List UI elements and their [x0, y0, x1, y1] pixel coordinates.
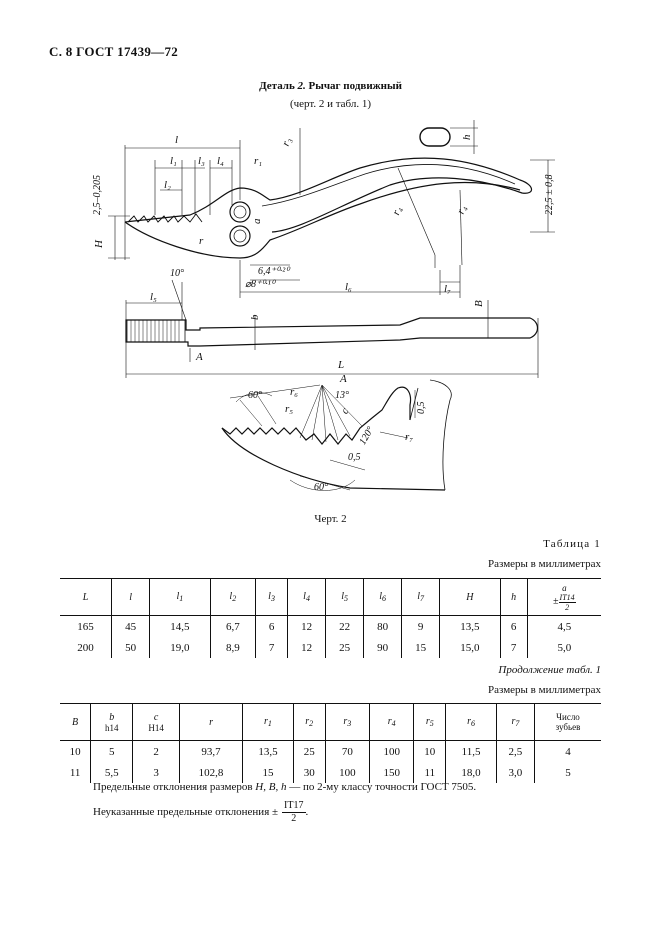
note2-post: .: [305, 806, 309, 819]
table2-header-var: B: [72, 716, 79, 728]
table2-header-sub: 7: [515, 719, 520, 728]
part-title: [0, 80, 661, 92]
table2-header-sub: 3: [347, 719, 352, 728]
table1-cell: 12: [288, 637, 326, 658]
table2-header-var: r: [387, 716, 392, 727]
note2-fraction: $\frac{IT17}{2}$: [284, 800, 304, 824]
table2-cell: 5,5: [91, 762, 133, 783]
dim-2-5: 2,5–0,205: [92, 175, 103, 215]
table1-header-6: [326, 579, 364, 616]
table2-header-var: r: [511, 716, 516, 727]
dim-22-5: 22,5 ± 0,8: [544, 174, 555, 215]
table1-header-var: h: [511, 591, 517, 603]
table1-header-sub: 7: [420, 594, 424, 603]
table1-header-sub: 1: [179, 594, 184, 603]
table1-header-2: [150, 579, 210, 616]
table1-header-8: [402, 579, 440, 616]
table2-header-6: [325, 704, 369, 741]
table2-cell: 30: [293, 762, 325, 783]
technical-drawing: [0, 120, 661, 510]
table1-header-sub: 4: [305, 594, 310, 603]
table1-cell: 25: [326, 637, 364, 658]
pivot-hole-lower: [230, 226, 250, 246]
table2-cell: 5: [534, 762, 601, 783]
table1-cell: 9: [402, 616, 440, 638]
knurled-grip: [127, 320, 185, 342]
table1-header-sub: 6: [381, 594, 386, 603]
note1-vars: H, B, h: [255, 781, 287, 793]
table2-cell: 70: [325, 741, 369, 763]
table1-cell: 50: [112, 637, 150, 658]
table2-cell: 5: [91, 741, 133, 763]
note2-pre: Неуказанные предельные отклонения ±: [93, 806, 279, 819]
table1-header-var: l: [129, 591, 132, 603]
table2-cell: 18,0: [446, 762, 497, 783]
table1-header-9: [440, 579, 500, 616]
table2-header-var: r: [343, 716, 348, 727]
table2-cell: 100: [325, 762, 369, 783]
table2-units: Размеры в миллиметрах: [488, 684, 601, 696]
figure-caption: Черт. 2: [314, 513, 347, 525]
table1-cell: 200: [77, 641, 94, 654]
table2-header-sub: 4: [391, 719, 396, 728]
table2-header-var: r: [263, 716, 268, 727]
table1-cell: 12: [288, 616, 326, 638]
dim-r6: r₆: [290, 386, 299, 398]
table2-cell: 11,5: [446, 741, 497, 763]
table2-header-var: b: [109, 711, 115, 723]
table1-header-a-tol: [553, 592, 576, 612]
dim-r4: r₄: [390, 205, 405, 217]
table1-cell: 7: [500, 637, 527, 658]
table2-header-10: [496, 704, 534, 741]
dimensions-table-2: [60, 703, 601, 783]
table1-cell: 14,5: [150, 616, 210, 638]
table1-header-a-var: a: [562, 582, 567, 593]
table1-cell: 4,5: [527, 616, 601, 638]
table1-header-sub: 5: [343, 594, 348, 603]
table2-row: [60, 741, 601, 763]
table2-cell: 25: [293, 741, 325, 763]
note1-post: — по 2-му классу точности ГОСТ 7505.: [289, 781, 477, 793]
dim-r: r: [199, 235, 204, 247]
table2-cell: 15: [243, 762, 294, 783]
dim-H: H: [93, 240, 105, 248]
dim-B: B: [473, 300, 485, 307]
table1-header-1: [112, 579, 150, 616]
lever-side-view: [126, 318, 538, 346]
table1-header-a-num: IT14: [559, 592, 575, 602]
table2-header-sub: 1: [267, 719, 272, 728]
table1-cell: 5,0: [527, 637, 601, 658]
table2-cell: 102,8: [179, 762, 242, 783]
dim-r5: r₅: [285, 403, 294, 415]
table1-row: [60, 616, 601, 638]
table1-header-4: [256, 579, 288, 616]
table2-cell: 13,5: [243, 741, 294, 763]
pivot-hole-upper: [230, 202, 250, 222]
dim-l2: l₂: [164, 179, 171, 191]
table2-header-9: [446, 704, 497, 741]
part-subtitle: (черт. 2 и табл. 1): [289, 98, 372, 110]
table2-header-var: c: [153, 711, 159, 723]
section-oval: [420, 128, 450, 146]
table1-header-var: l: [176, 591, 180, 602]
table1-cell: 15,0: [440, 637, 500, 658]
section-a-mark: A: [196, 351, 203, 363]
table1-header-var: H: [466, 591, 474, 603]
table1-row: [60, 637, 601, 658]
table2-header-3: [179, 704, 242, 741]
table2-cell: 10: [69, 745, 81, 758]
angle-120: 120°: [357, 424, 377, 447]
dim-8: ⌀8⁺⁰·¹⁰: [245, 279, 275, 290]
table1-cell: 90: [364, 637, 402, 658]
note-unspecified-tolerances: [93, 800, 308, 825]
angle-60-bottom: 60°: [314, 482, 328, 493]
table2-cell: 3: [133, 762, 180, 783]
table2-cell: 100: [370, 741, 414, 763]
table2-header-sub: 2: [309, 719, 314, 728]
angle-60-top: 60°: [248, 390, 262, 401]
table2-header-var: r: [209, 716, 213, 728]
table1-cell: 7: [256, 637, 288, 658]
table1-header-0: [60, 579, 112, 616]
table2-header-2: [133, 704, 180, 741]
table2-header-var: r: [425, 716, 430, 727]
table2-cell: 2: [133, 741, 180, 763]
table2-header-teeth: [534, 704, 601, 741]
table1-cell: 165: [77, 620, 94, 633]
table2-cell: 11: [414, 762, 446, 783]
table1-header-a: [527, 579, 601, 616]
table1-header-7: [364, 579, 402, 616]
table2-cell: 4: [534, 741, 601, 763]
dim-0-5-a: 0,5: [416, 401, 427, 414]
table1-cell: 22: [326, 616, 364, 638]
table1-cell: 6,7: [210, 616, 256, 638]
table2-header-tol: H14: [148, 722, 164, 733]
table1-cell: 19,0: [150, 637, 210, 658]
page-header: С. 8 ГОСТ 17439—72: [49, 44, 179, 59]
dim-r4b: r₄: [454, 203, 469, 216]
dim-0-5-b: 0,5: [348, 452, 361, 463]
table1-header-var: l: [268, 591, 271, 602]
table1-cell: 13,5: [440, 616, 500, 638]
table1-header-var: l: [229, 591, 233, 602]
table2-header-var: r: [305, 716, 310, 727]
table2-header-7: [370, 704, 414, 741]
table2-header-tol: h14: [105, 722, 119, 733]
table2-cell: 10: [414, 741, 446, 763]
table1-header-sub: 2: [232, 594, 237, 603]
table1-cell: 6: [256, 616, 288, 638]
table1-cell: 15: [402, 637, 440, 658]
table2-header-sub: 5: [429, 719, 434, 728]
table2-header-1: [91, 704, 133, 741]
dim-l3: l₃: [198, 155, 205, 167]
table1-header-sub: 3: [270, 594, 275, 603]
table2-cell: 11: [69, 766, 81, 779]
dim-r1: r₁: [254, 155, 263, 167]
table2-header-var: r: [467, 716, 471, 727]
dim-r7: r₇: [405, 431, 414, 443]
table1-header-var: l: [379, 591, 382, 602]
part-title-number: 2.: [297, 80, 306, 92]
table2-row: [60, 762, 601, 783]
angle-13: 13°: [335, 390, 349, 401]
table1-header-10: [500, 579, 527, 616]
table2-cell: 150: [370, 762, 414, 783]
table2-cell: 2,5: [496, 741, 534, 763]
dim-r3: r₃: [279, 135, 294, 148]
table1-label: Таблица 1: [543, 538, 601, 550]
table2-header-4: [243, 704, 294, 741]
dim-l5: l₅: [150, 291, 157, 303]
table2-header-5: [293, 704, 325, 741]
table2-header-teeth-line: Число: [556, 712, 580, 722]
table2-label: Продолжение табл. 1: [498, 664, 601, 676]
table1-header-var: l: [341, 591, 344, 602]
table1-header-var: L: [82, 591, 89, 603]
table1-cell: 45: [112, 616, 150, 638]
table1-cell: 6: [500, 616, 527, 638]
table1-header-a-frac: [559, 593, 576, 612]
dimensions-table-1: [60, 578, 601, 658]
dim-L: L: [338, 359, 345, 371]
dim-6-4: 6,4⁺⁰·²⁰: [258, 266, 290, 277]
table2-cell: 3,0: [496, 762, 534, 783]
table1-header-5: [288, 579, 326, 616]
angle-10: 10°: [170, 268, 184, 279]
part-title-name: Рычаг подвижный: [308, 80, 402, 92]
dim-c: c: [338, 405, 352, 417]
detail-a-label: A: [340, 373, 347, 385]
part-title-prefix: Деталь: [259, 80, 295, 92]
dim-l7: l₇: [444, 283, 451, 295]
dim-l4: l₄: [217, 155, 224, 167]
table2-header-teeth-line: зубьев: [555, 722, 581, 732]
note-tolerances: [93, 781, 476, 793]
table1-header-var: l: [303, 591, 306, 602]
dim-b: b: [249, 314, 261, 320]
note1-pre: Предельные отклонения размеров: [93, 781, 253, 793]
table1-cell: 8,9: [210, 637, 256, 658]
dim-a: a: [251, 218, 263, 224]
table2-header-8: [414, 704, 446, 741]
table2-header-sub: 6: [471, 719, 475, 728]
table1-units: Размеры в миллиметрах: [488, 558, 601, 570]
table1-header-var: l: [417, 591, 420, 602]
dim-l: l: [175, 134, 179, 146]
table1-header-3: [210, 579, 256, 616]
dim-l6: l₆: [345, 281, 352, 293]
dim-l1: l₁: [170, 155, 177, 167]
table1-cell: 80: [364, 616, 402, 638]
table2-cell: 93,7: [179, 741, 242, 763]
table1-header-a-den: 2: [565, 602, 570, 612]
dim-h: h: [461, 134, 473, 140]
table2-header-0: [60, 704, 91, 741]
table1-header-a-pm: ±: [553, 596, 559, 608]
